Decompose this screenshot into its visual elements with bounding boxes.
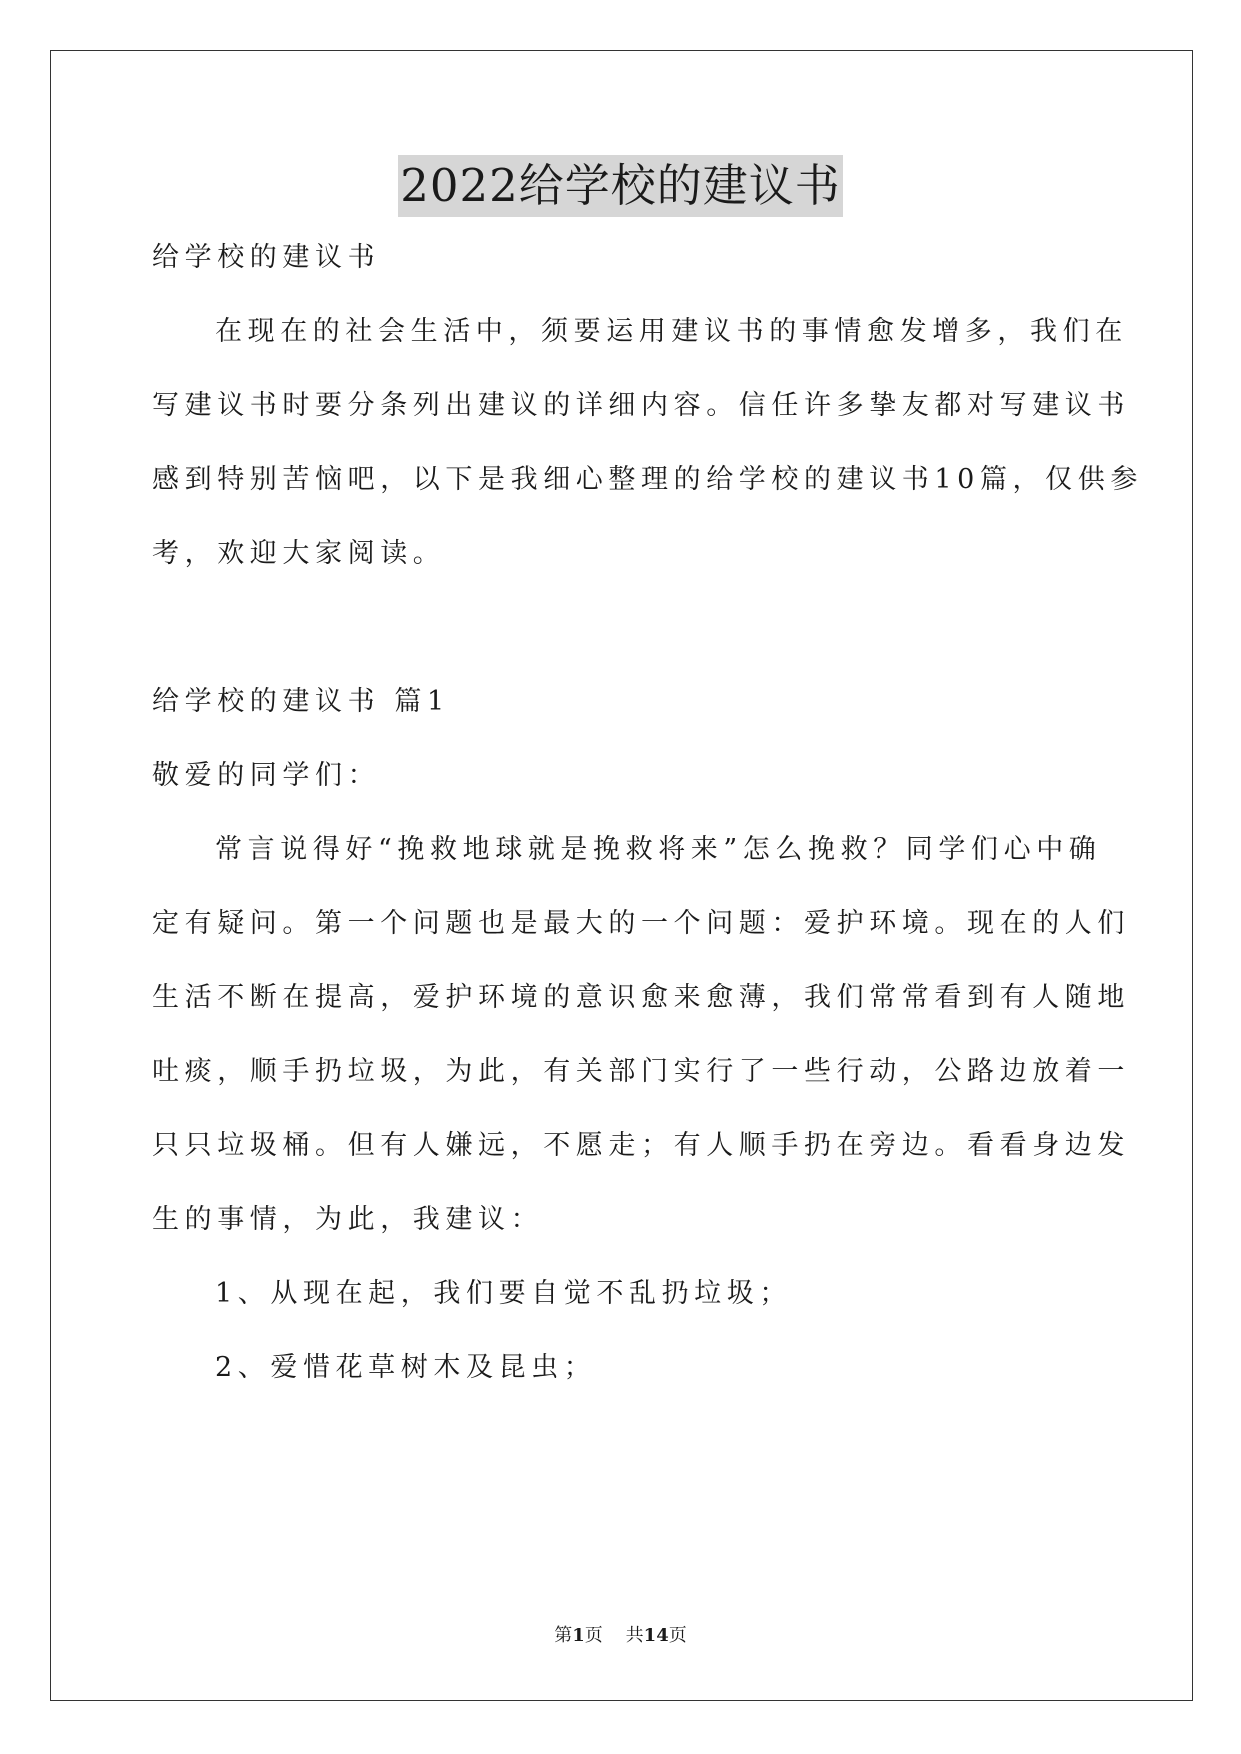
section-heading: 给学校的建议书 篇1	[152, 686, 450, 717]
paragraph-line: 考，欢迎大家阅读。	[152, 538, 446, 569]
paragraph-line: 生活不断在提高，爱护环境的意识愈来愈薄，我们常常看到有人随地	[152, 982, 1130, 1013]
current-page-number: 1	[572, 1625, 585, 1646]
footer-total-prefix: 共	[625, 1625, 644, 1646]
list-item: 1、从现在起，我们要自觉不乱扔垃圾；	[215, 1278, 792, 1309]
page-footer	[0, 1624, 1241, 1648]
salutation: 敬爱的同学们：	[152, 760, 381, 791]
list-item: 2、爱惜花草树木及昆虫；	[215, 1352, 597, 1383]
footer-prefix: 第	[554, 1625, 573, 1646]
paragraph-line: 写建议书时要分条列出建议的详细内容。信任许多挚友都对写建议书	[152, 390, 1130, 421]
paragraph-line: 生的事情，为此，我建议：	[152, 1204, 544, 1235]
total-page-count: 14	[643, 1625, 669, 1646]
document-title: 2022给学校的建议书	[398, 155, 843, 217]
paragraph-line: 只只垃圾桶。但有人嫌远，不愿走；有人顺手扔在旁边。看看身边发	[152, 1130, 1130, 1161]
footer-total-suffix: 页	[668, 1625, 687, 1646]
paragraph-line: 常言说得好“挽救地球就是挽救将来”怎么挽救？同学们心中确	[215, 834, 1102, 865]
intro-heading: 给学校的建议书	[152, 242, 381, 273]
page-border	[50, 50, 1193, 1701]
paragraph-line: 吐痰，顺手扔垃圾，为此，有关部门实行了一些行动，公路边放着一	[152, 1056, 1130, 1087]
title-container	[0, 155, 1241, 217]
footer-page-suffix: 页	[584, 1625, 603, 1646]
paragraph-line: 在现在的社会生活中，须要运用建议书的事情愈发增多，我们在	[215, 316, 1128, 347]
paragraph-line: 感到特别苦恼吧，以下是我细心整理的给学校的建议书10篇，仅供参	[152, 464, 1143, 495]
paragraph-line: 定有疑问。第一个问题也是最大的一个问题：爱护环境。现在的人们	[152, 908, 1130, 939]
